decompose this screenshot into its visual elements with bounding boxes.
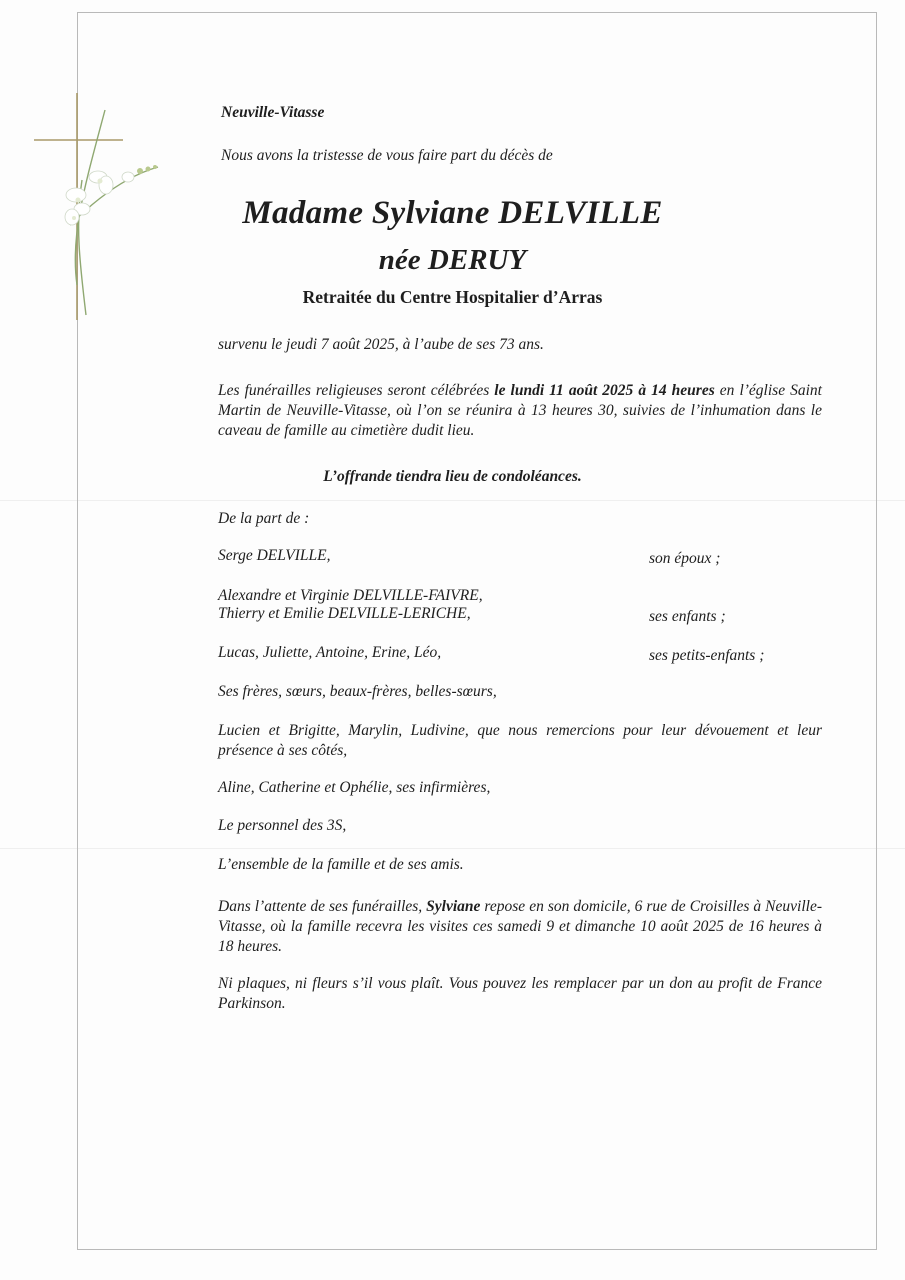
children-line-2: Thierry et Emilie DELVILLE-LERICHE,	[218, 605, 471, 622]
offering-notice: L’offrande tiendra lieu de condoléances.	[323, 468, 582, 485]
funeral-text-1: Les funérailles religieuses seront célébrées	[218, 382, 495, 399]
spouse-name: Serge DELVILLE,	[218, 547, 331, 564]
maiden-name: née DERUY	[378, 244, 527, 276]
family-all-line: L’ensemble de la famille et de ses amis.	[218, 856, 464, 873]
deceased-name: Madame Sylviane DELVILLE	[242, 195, 663, 231]
visits-name: Sylviane	[426, 898, 481, 915]
nurses-line: Aline, Catherine et Ophélie, ses infirmières,	[218, 779, 491, 796]
grandchildren-relation: ses petits-enfants ;	[649, 647, 765, 664]
deceased-role: Retraitée du Centre Hospitalier d’Arras	[302, 287, 603, 307]
from-label: De la part de :	[218, 510, 310, 527]
death-line: survenu le jeudi 7 août 2025, à l’aube de ses 73 ans.	[218, 336, 544, 353]
visits-text-1: Dans l’attente de ses funérailles,	[218, 898, 427, 915]
siblings-line: Ses frères, sœurs, beaux-frères, belles-sœurs,	[218, 683, 497, 700]
closing-paragraph: Ni plaques, ni fleurs s’il vous plaît. Vous pouvez les remplacer par un don au profit de France Parkinson.	[218, 975, 822, 1012]
visits-text-2: repose en son domicile, 6 rue de Croisilles à Neuville-Vitasse, où la famille recevra les visites ces samedi 9 et dimanche 10 août 2025 de 16 heures à 18 heures.	[218, 898, 822, 955]
staff-line: Le personnel des 3S,	[218, 817, 347, 834]
funeral-paragraph	[218, 381, 822, 441]
intro-line: Nous avons la tristesse de vous faire part du décès de	[221, 147, 553, 164]
funeral-text-2: en l’église Saint Martin de Neuville-Vitasse, où l’on se réunira à 13 heures 30, suivies de l’inhumation dans le caveau de famille au cimetière dudit lieu.	[218, 382, 822, 439]
thanks-paragraph: Lucien et Brigitte, Marylin, Ludivine, que nous remercions pour leur dévouement et leur présence à ses côtés,	[218, 722, 822, 759]
spouse-relation: son époux ;	[649, 550, 721, 567]
funeral-date: le lundi 11 août 2025 à 14 heures	[494, 382, 715, 399]
visits-paragraph	[218, 897, 822, 957]
children-relation: ses enfants ;	[649, 608, 726, 625]
location-heading: Neuville-Vitasse	[221, 104, 325, 121]
grandchildren-names: Lucas, Juliette, Antoine, Erine, Léo,	[218, 644, 442, 661]
children-line-1: Alexandre et Virginie DELVILLE-FAIVRE,	[218, 587, 483, 604]
